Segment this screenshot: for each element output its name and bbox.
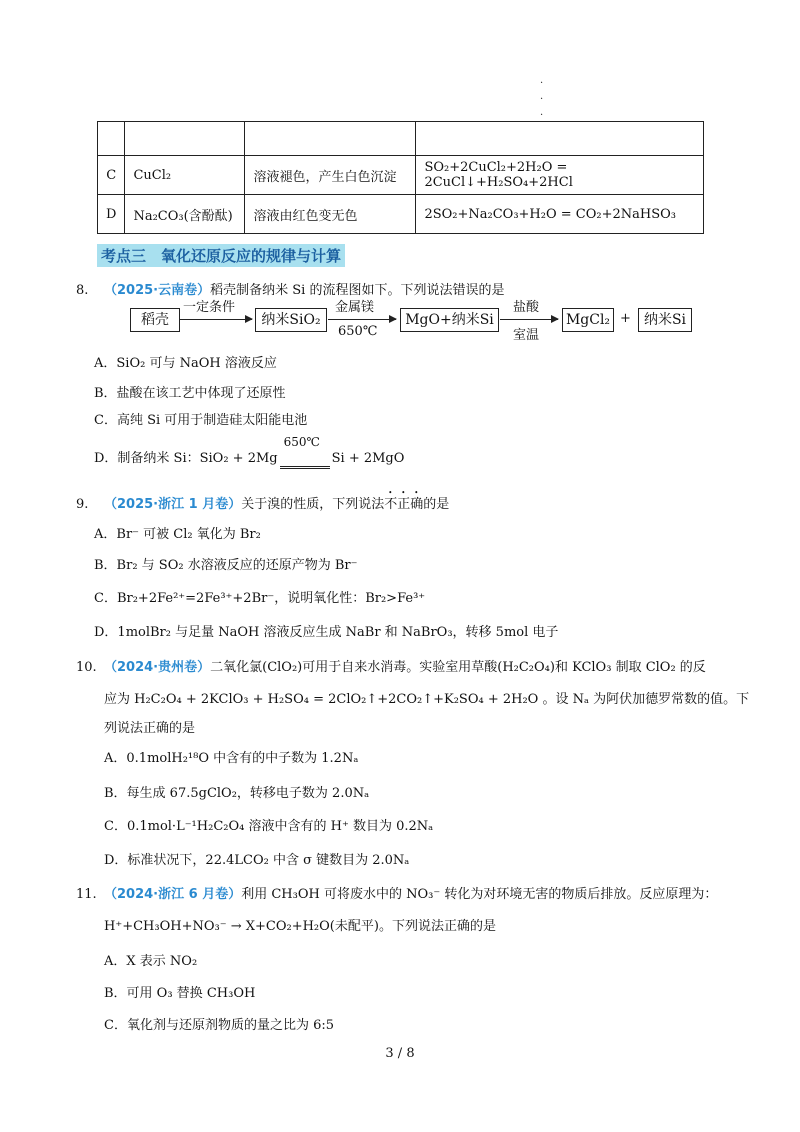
- option-c: C．氧化剂与还原剂物质的量之比为 6:5: [104, 1018, 335, 1033]
- question-source: （2025·云南卷）: [104, 283, 211, 298]
- option-a: A．Br⁻ 可被 Cl₂ 氧化为 Br₂: [94, 527, 261, 542]
- flow-plus: +: [620, 311, 631, 326]
- question-8-stem: 8. （2025·云南卷）稻壳制备纳米 Si 的流程图如下。下列说法错误的是: [76, 283, 505, 298]
- flow-box-rice-husk: 稻壳: [130, 308, 180, 332]
- table-row: [98, 122, 704, 156]
- question-11-stem: 11. （2024·浙江 6 月卷）利用 CH₃OH 可将废水中的 NO₃⁻ 转化为对环境无害的物质后排放。反应原理为：: [76, 887, 718, 902]
- flow-arrow-label: 650℃: [338, 324, 378, 339]
- option-cell: D: [98, 195, 125, 234]
- flow-arrow: [180, 319, 252, 320]
- option-c: C．Br₂+2Fe²⁺=2Fe³⁺+2Br⁻，说明氧化性：Br₂>Fe³⁺: [94, 591, 426, 606]
- page-number: 3 / 8: [385, 1046, 415, 1061]
- reaction-condition: 650℃: [280, 451, 330, 469]
- question-source: （2024·浙江 6 月卷）: [104, 887, 242, 902]
- header-dots: · · ·: [540, 78, 544, 121]
- phenomenon-cell: 溶液由红色变无色: [245, 195, 416, 234]
- option-a: A．X 表示 NO₂: [104, 954, 198, 969]
- option-d: D．标准状况下，22.4LCO₂ 中含 σ 键数目为 2.0Nₐ: [104, 853, 410, 868]
- flow-arrow-label: 盐酸: [513, 300, 540, 315]
- question-source: （2025·浙江 1 月卷）: [104, 497, 242, 512]
- option-cell: C: [98, 156, 125, 195]
- question-source: （2024·贵州卷）: [104, 660, 211, 675]
- reagent-cell: Na₂CO₃(含酚酞): [125, 195, 245, 234]
- equation-cell: 2SO₂+Na₂CO₃+H₂O = CO₂+2NaHSO₃: [416, 195, 704, 234]
- flow-box-nano-sio2: 纳米SiO₂: [255, 308, 327, 332]
- option-a: A．0.1molH₂¹⁸O 中含有的中子数为 1.2Nₐ: [104, 751, 359, 766]
- emphasis-text: 不正确: [384, 497, 424, 512]
- flow-arrow-label: 金属镁: [335, 300, 375, 315]
- equation-cell: SO₂+2CuCl₂+2H₂O = 2CuCl↓+H₂SO₄+2HCl: [416, 156, 704, 195]
- table-row: [98, 156, 704, 195]
- reaction-table: [97, 121, 704, 234]
- option-b: B．盐酸在该工艺中体现了还原性: [94, 386, 286, 401]
- question-11-line: H⁺+CH₃OH+NO₃⁻ → X+CO₂+H₂O(未配平)。下列说法正确的是: [104, 919, 496, 934]
- question-9-stem: 9. （2025·浙江 1 月卷）关于溴的性质，下列说法不正确的是: [76, 497, 450, 512]
- option-b: B．Br₂ 与 SO₂ 水溶液反应的还原产物为 Br⁻: [94, 558, 358, 573]
- question-10-stem: 10. （2024·贵州卷）二氧化氯(ClO₂)可用于自来水消毒。实验室用草酸(H₂C₂O₄)和 KClO₃ 制取 ClO₂ 的反: [76, 660, 706, 675]
- option-d: D．1molBr₂ 与足量 NaOH 溶液反应生成 NaBr 和 NaBrO₃，转移 5mol 电子: [94, 625, 559, 640]
- question-10-line: 列说法正确的是: [104, 721, 196, 736]
- option-c: C．0.1mol·L⁻¹H₂C₂O₄ 溶液中含有的 H⁺ 数目为 0.2Nₐ: [104, 819, 434, 834]
- question-10-line: 应为 H₂C₂O₄ + 2KClO₃ + H₂SO₄ = 2ClO₂↑+2CO₂↑+K₂SO₄ + 2H₂O 。设 Nₐ 为阿伏加德罗常数的值。下: [104, 692, 750, 707]
- option-b: B．每生成 67.5gClO₂，转移电子数为 2.0Nₐ: [104, 786, 370, 801]
- section-title: 考点三 氧化还原反应的规律与计算: [97, 244, 345, 267]
- option-a: A．SiO₂ 可与 NaOH 溶液反应: [94, 356, 277, 371]
- table-row: [98, 195, 704, 234]
- flow-arrow: [328, 319, 396, 320]
- flow-arrow: [500, 319, 558, 320]
- flow-arrow-label: 室温: [513, 328, 540, 343]
- phenomenon-cell: 溶液褪色，产生白色沉淀: [245, 156, 416, 195]
- option-b: B．可用 O₃ 替换 CH₃OH: [104, 986, 256, 1001]
- flow-box-mgo-si: MgO+纳米Si: [400, 308, 499, 332]
- reagent-cell: CuCl₂: [125, 156, 245, 195]
- flow-box-mgcl2: MgCl₂: [562, 308, 614, 332]
- flow-arrow-label: 一定条件: [183, 300, 236, 315]
- flow-box-nano-si: 纳米Si: [638, 308, 692, 332]
- option-d: D．制备纳米 Si：SiO₂ + 2Mg 650℃ Si + 2MgO: [94, 447, 404, 469]
- option-c: C．高纯 Si 可用于制造硅太阳能电池: [94, 413, 308, 428]
